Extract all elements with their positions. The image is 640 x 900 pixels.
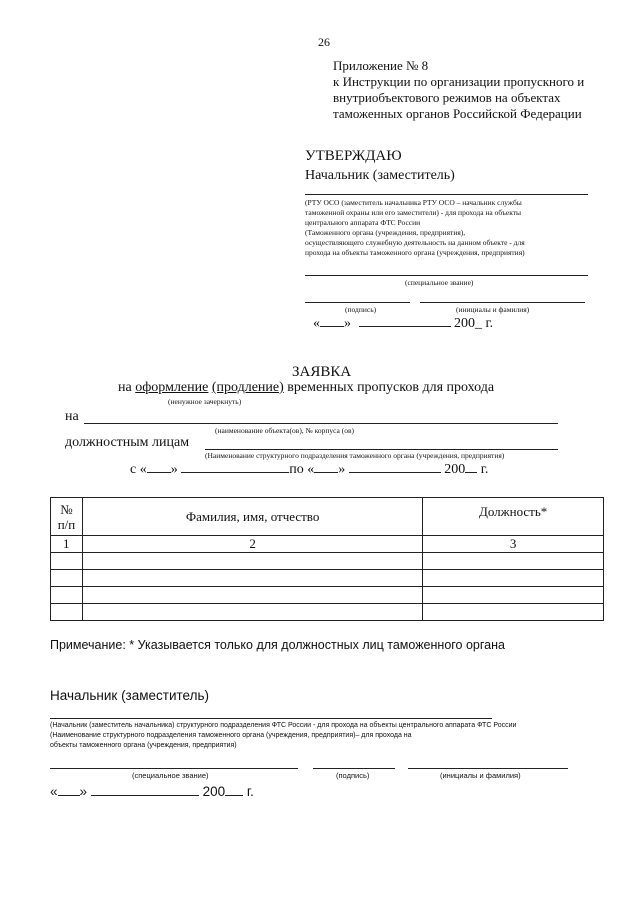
object-hint: (наименование объекта(ов), № корпуса (ов) [215,426,355,435]
persons-table [50,497,604,621]
period-to-close: » [338,462,346,477]
approve-name-line [420,302,585,303]
bottom-rank-label: (специальное звание) [132,771,209,780]
col-number-abbr: п/п [57,516,76,532]
approve-date-close: » [344,316,351,331]
page-number: 26 [318,35,330,49]
request-post: временных пропусков для прохода [287,380,495,395]
object-line [84,423,558,424]
bottom-name-label: (инициалы и фамилия) [440,771,521,780]
division-hint: (Наименование структурного подразделения таможенного органа (учреждения, предприятия) [205,451,505,460]
period-year: 200 [444,462,466,477]
appendix-line-2: к Инструкции по организации пропускного и [333,74,585,89]
approve-chief-line [305,194,588,195]
request-pre: на [118,380,132,395]
period-row [130,462,488,478]
bottom-date [50,784,254,799]
col-position-header: Должность* [423,498,604,536]
approve-sign-line [305,302,410,303]
bottom-hint-3: объекты таможенного органа (учреждения, предприятия) [50,742,237,749]
approve-hint-1: (РТУ ОСО (заместитель начальника РТУ ОСО – начальник службы [305,198,522,207]
bottom-hint-1: (Начальник (заместитель начальника) структурного подразделения ФТС России - для прохода на объекты центрального аппарата ФТС России [50,722,517,729]
period-year-suffix: г. [480,462,489,477]
request-option-extend: (продление) [211,380,284,395]
bottom-chief: Начальник (заместитель) [50,688,210,703]
period-from: с « [130,462,147,477]
table-row [51,587,604,604]
table-numbering-row [51,536,604,553]
period-from-close: » [170,462,178,477]
bottom-hint-2: (Наименование структурного подразделения таможенного органа (учреждения, предприятия)– для прохода на [50,732,412,739]
appendix-line-4: таможенных органов Российской Федерации [333,106,582,121]
request-title: ЗАЯВКА [292,364,352,380]
note: Примечание: * Указывается только для должностных лиц таможенного органа [50,638,505,652]
approve-hint [305,198,588,258]
table-row [51,553,604,570]
approve-year: 200_ г. [454,316,494,331]
bottom-year: 200 [202,784,226,799]
bottom-sign-label: (подпись) [336,771,370,780]
approve-title: УТВЕРЖДАЮ [305,148,402,164]
col-name-header: Фамилия, имя, отчество [82,498,422,536]
appendix-line-1: Приложение № 8 [333,58,429,73]
request-subtitle [118,380,494,396]
bottom-date-open: « [50,784,58,799]
division-line [205,449,558,450]
approve-hint-2: таможенной охраны или его заместители) - для прохода на объекты [305,208,522,217]
table-header-row [51,498,604,536]
officials-label: должностным лицам [65,435,190,450]
bottom-rank-line [50,768,298,769]
period-to: по « [289,462,315,477]
table-row [51,604,604,621]
bottom-chief-line [50,718,492,719]
appendix-line-3: внутриобъектового режимов на объектах [333,90,561,105]
approve-name-label: (инициалы и фамилия) [456,305,530,314]
approve-rank-label: (специальное звание) [405,278,474,287]
appendix-header [333,58,584,122]
table-row [51,570,604,587]
col-name-index: 2 [82,536,422,553]
approve-date-open: « [313,316,320,331]
col-number-index: 1 [51,536,83,553]
approve-hint-6: прохода на объекты таможенного органа (учреждения, предприятия) [305,248,525,257]
bottom-name-line [408,768,568,769]
bottom-hint [50,721,516,751]
col-position-index: 3 [423,536,604,553]
object-on: на [65,409,79,424]
approve-date [313,316,493,332]
approve-sign-label: (подпись) [345,305,377,314]
approve-hint-3: центрального аппарата ФТС России [305,218,421,227]
strike-hint: (ненужное зачеркнуть) [168,397,242,406]
bottom-date-close: » [79,784,88,799]
bottom-sign-line [313,768,395,769]
approve-hint-5: осуществляющего служебную деятельность на данном объекте - для [305,238,525,247]
approve-chief: Начальник (заместитель) [305,168,455,183]
request-option-issue: оформление [135,380,209,395]
col-number-header [51,498,83,536]
col-number-symbol: № [60,501,73,517]
bottom-year-suffix: г. [246,784,254,799]
approve-hint-4: (Таможенного органа (учреждения, предприятия), [305,228,466,237]
approve-rank-line [305,275,588,276]
